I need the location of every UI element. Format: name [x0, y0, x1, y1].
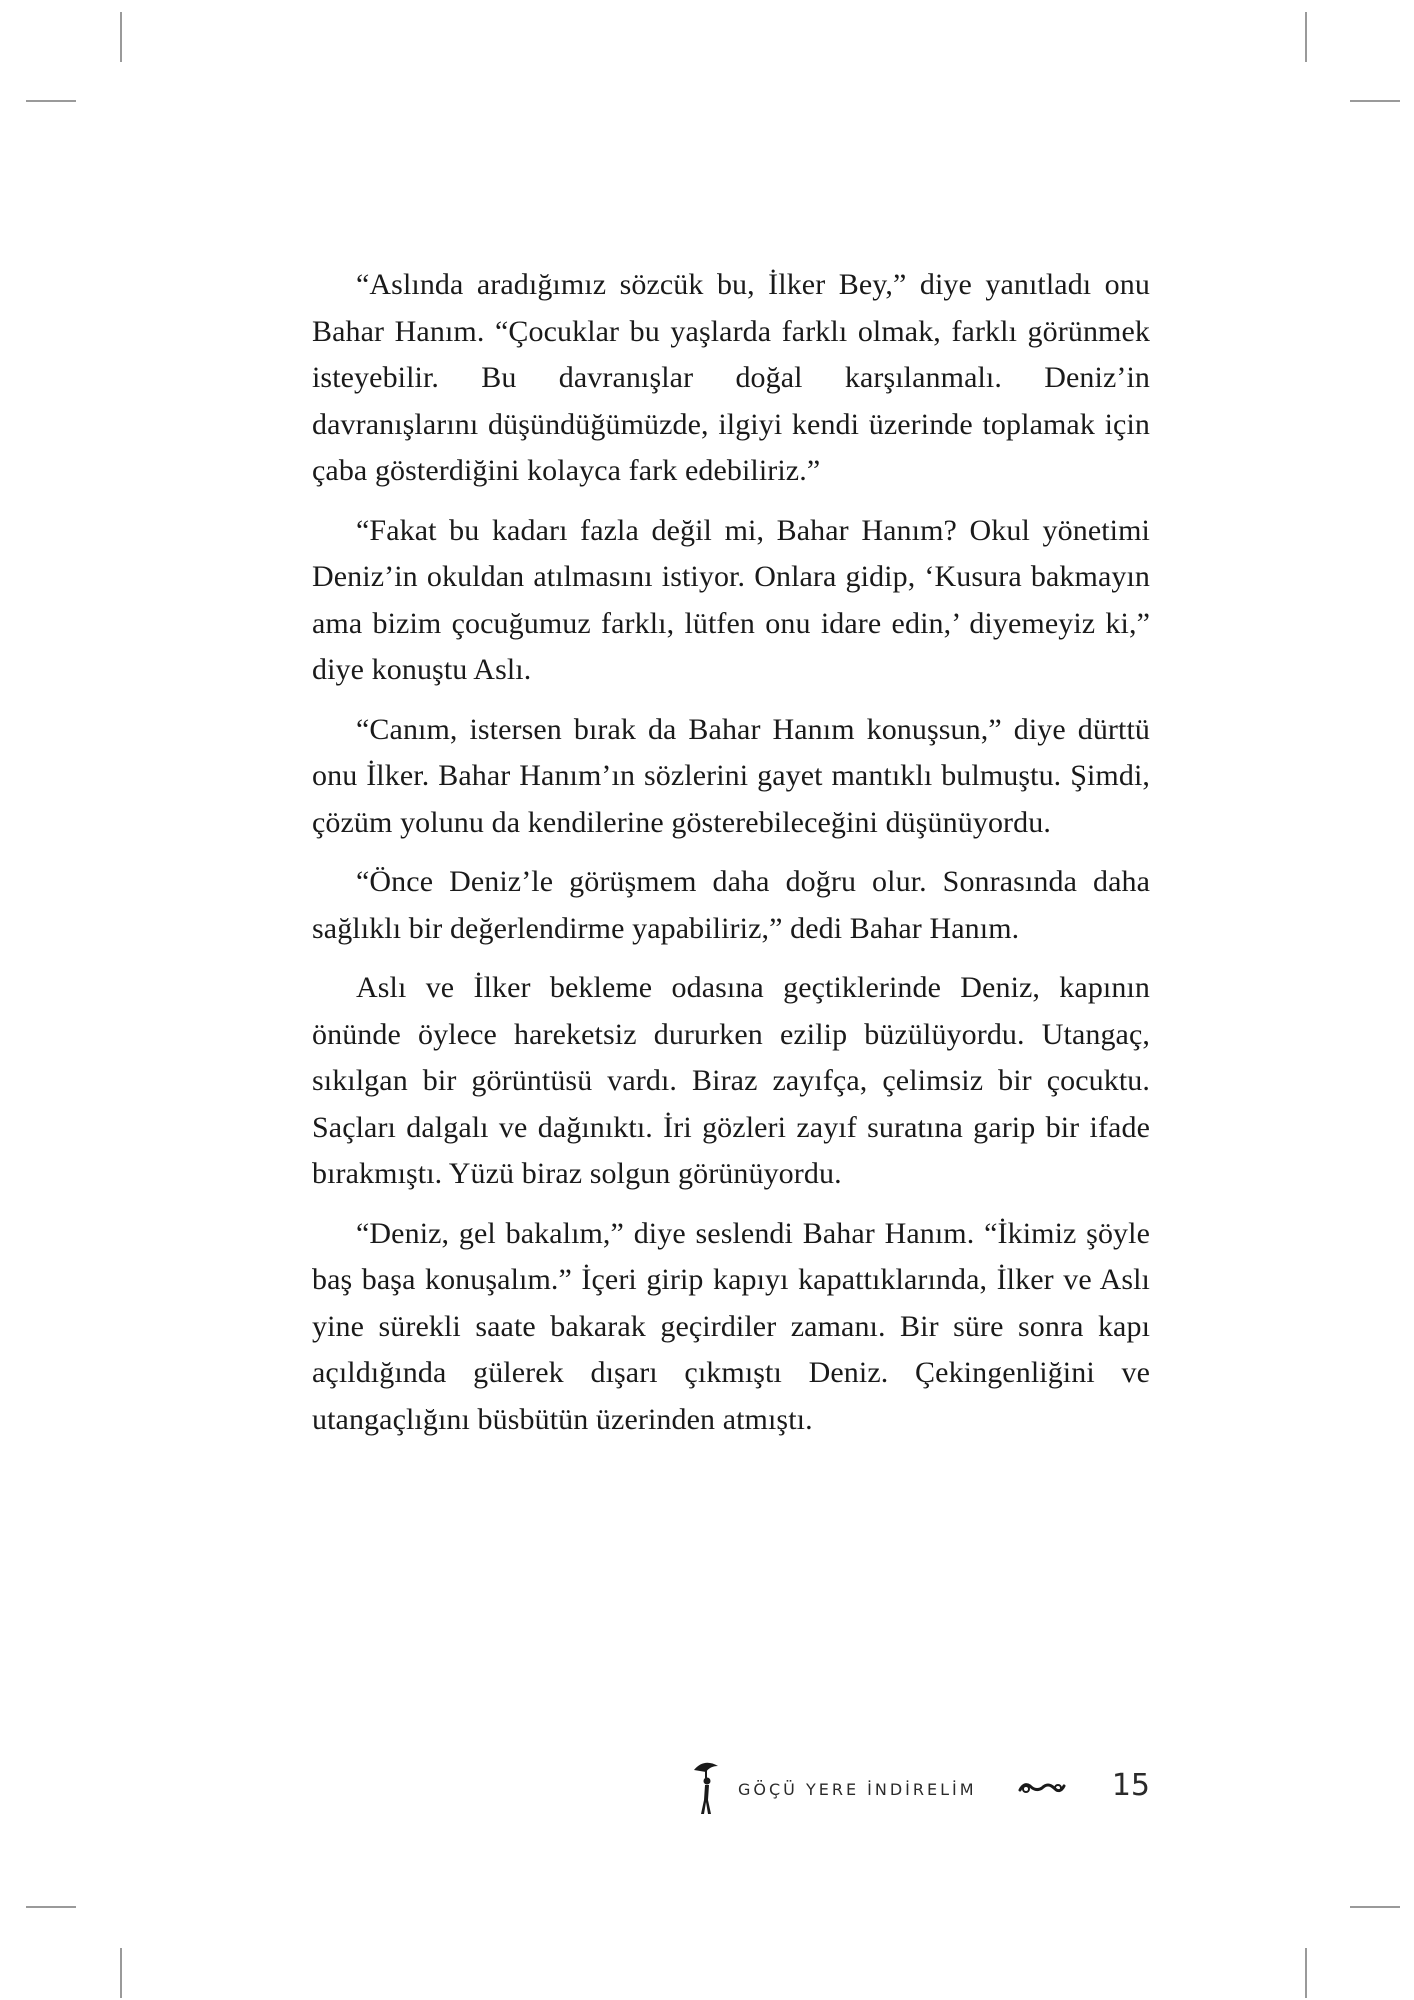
crop-mark-top-right-horizontal — [1350, 100, 1400, 102]
running-footer — [690, 1758, 1150, 1818]
paragraph: “Deniz, gel bakalım,” diye seslendi Bahar Hanım. “İkimiz şöyle baş başa konuşalım.” İçeri girip kapıyı kapattıklarında, İlker ve Aslı yine sürekli saate bakarak geçirdiler zamanı. Bir süre sonra kapı açıldığında gülerek dışarı çıkmıştı Deniz. Çekingenliğini ve utangaçlığını büsbütün üzerinden atmıştı. — [312, 1216, 1150, 1436]
paragraph: “Canım, istersen bırak da Bahar Hanım konuşsun,” diye dürttü onu İlker. Bahar Hanım’ın sözlerini gayet mantıklı bulmuştu. Şimdi, çözüm yolunu da kendilerine gösterebileceğini düşünüyordu. — [312, 712, 1150, 839]
paragraph: “Fakat bu kadarı fazla değil mi, Bahar Hanım? Okul yönetimi Deniz’in okuldan atılmasını istiyor. Onlara gidip, ‘Kusura bakmayın ama bizim çocuğumuz farklı, lütfen onu idare edin,’ diyemeyiz ki,” diye konuştu Aslı. — [312, 513, 1150, 686]
crop-mark-bottom-right-vertical — [1305, 1948, 1307, 1998]
crop-mark-bottom-left-vertical — [120, 1948, 122, 1998]
figure-with-umbrella-icon — [690, 1758, 724, 1816]
page-number: 15 — [1111, 1768, 1150, 1803]
swirl-ornament-icon — [1016, 1778, 1068, 1798]
body-text — [312, 262, 1150, 1456]
crop-mark-top-left-vertical — [120, 12, 122, 62]
paragraph: Aslı ve İlker bekleme odasına geçtiklerinde Deniz, kapının önünde öylece hareketsiz dururken ezilip büzülüyordu. Utangaç, sıkılgan bir görüntüsü vardı. Biraz zayıfça, çelimsiz bir çocuktu. Saçları dalgalı ve dağınıktı. İri gözleri zayıf suratına garip bir ifade bırakmıştı. Yüzü biraz solgun görünüyordu. — [312, 971, 1150, 1190]
crop-mark-top-right-vertical — [1305, 12, 1307, 62]
crop-mark-top-left-horizontal — [26, 100, 76, 102]
book-title: GÖÇÜ YERE İNDİRELİM — [738, 1780, 977, 1799]
crop-mark-bottom-left-horizontal — [26, 1906, 76, 1908]
crop-mark-bottom-right-horizontal — [1350, 1906, 1400, 1908]
paragraph: “Aslında aradığımız sözcük bu, İlker Bey,” diye yanıtladı onu Bahar Hanım. “Çocuklar bu yaşlarda farklı olmak, farklı görünmek isteyebilir. Bu davranışlar doğal karşılanmalı. Deniz’in davranışlarını düşündüğümüzde, ilgiyi kendi üzerinde toplamak için çaba gösterdiğini kolayca fark edebiliriz.” — [312, 268, 1150, 487]
paragraph: “Önce Deniz’le görüşmem daha doğru olur. Sonrasında daha sağlıklı bir değerlendirme yapabiliriz,” dedi Bahar Hanım. — [312, 865, 1150, 945]
